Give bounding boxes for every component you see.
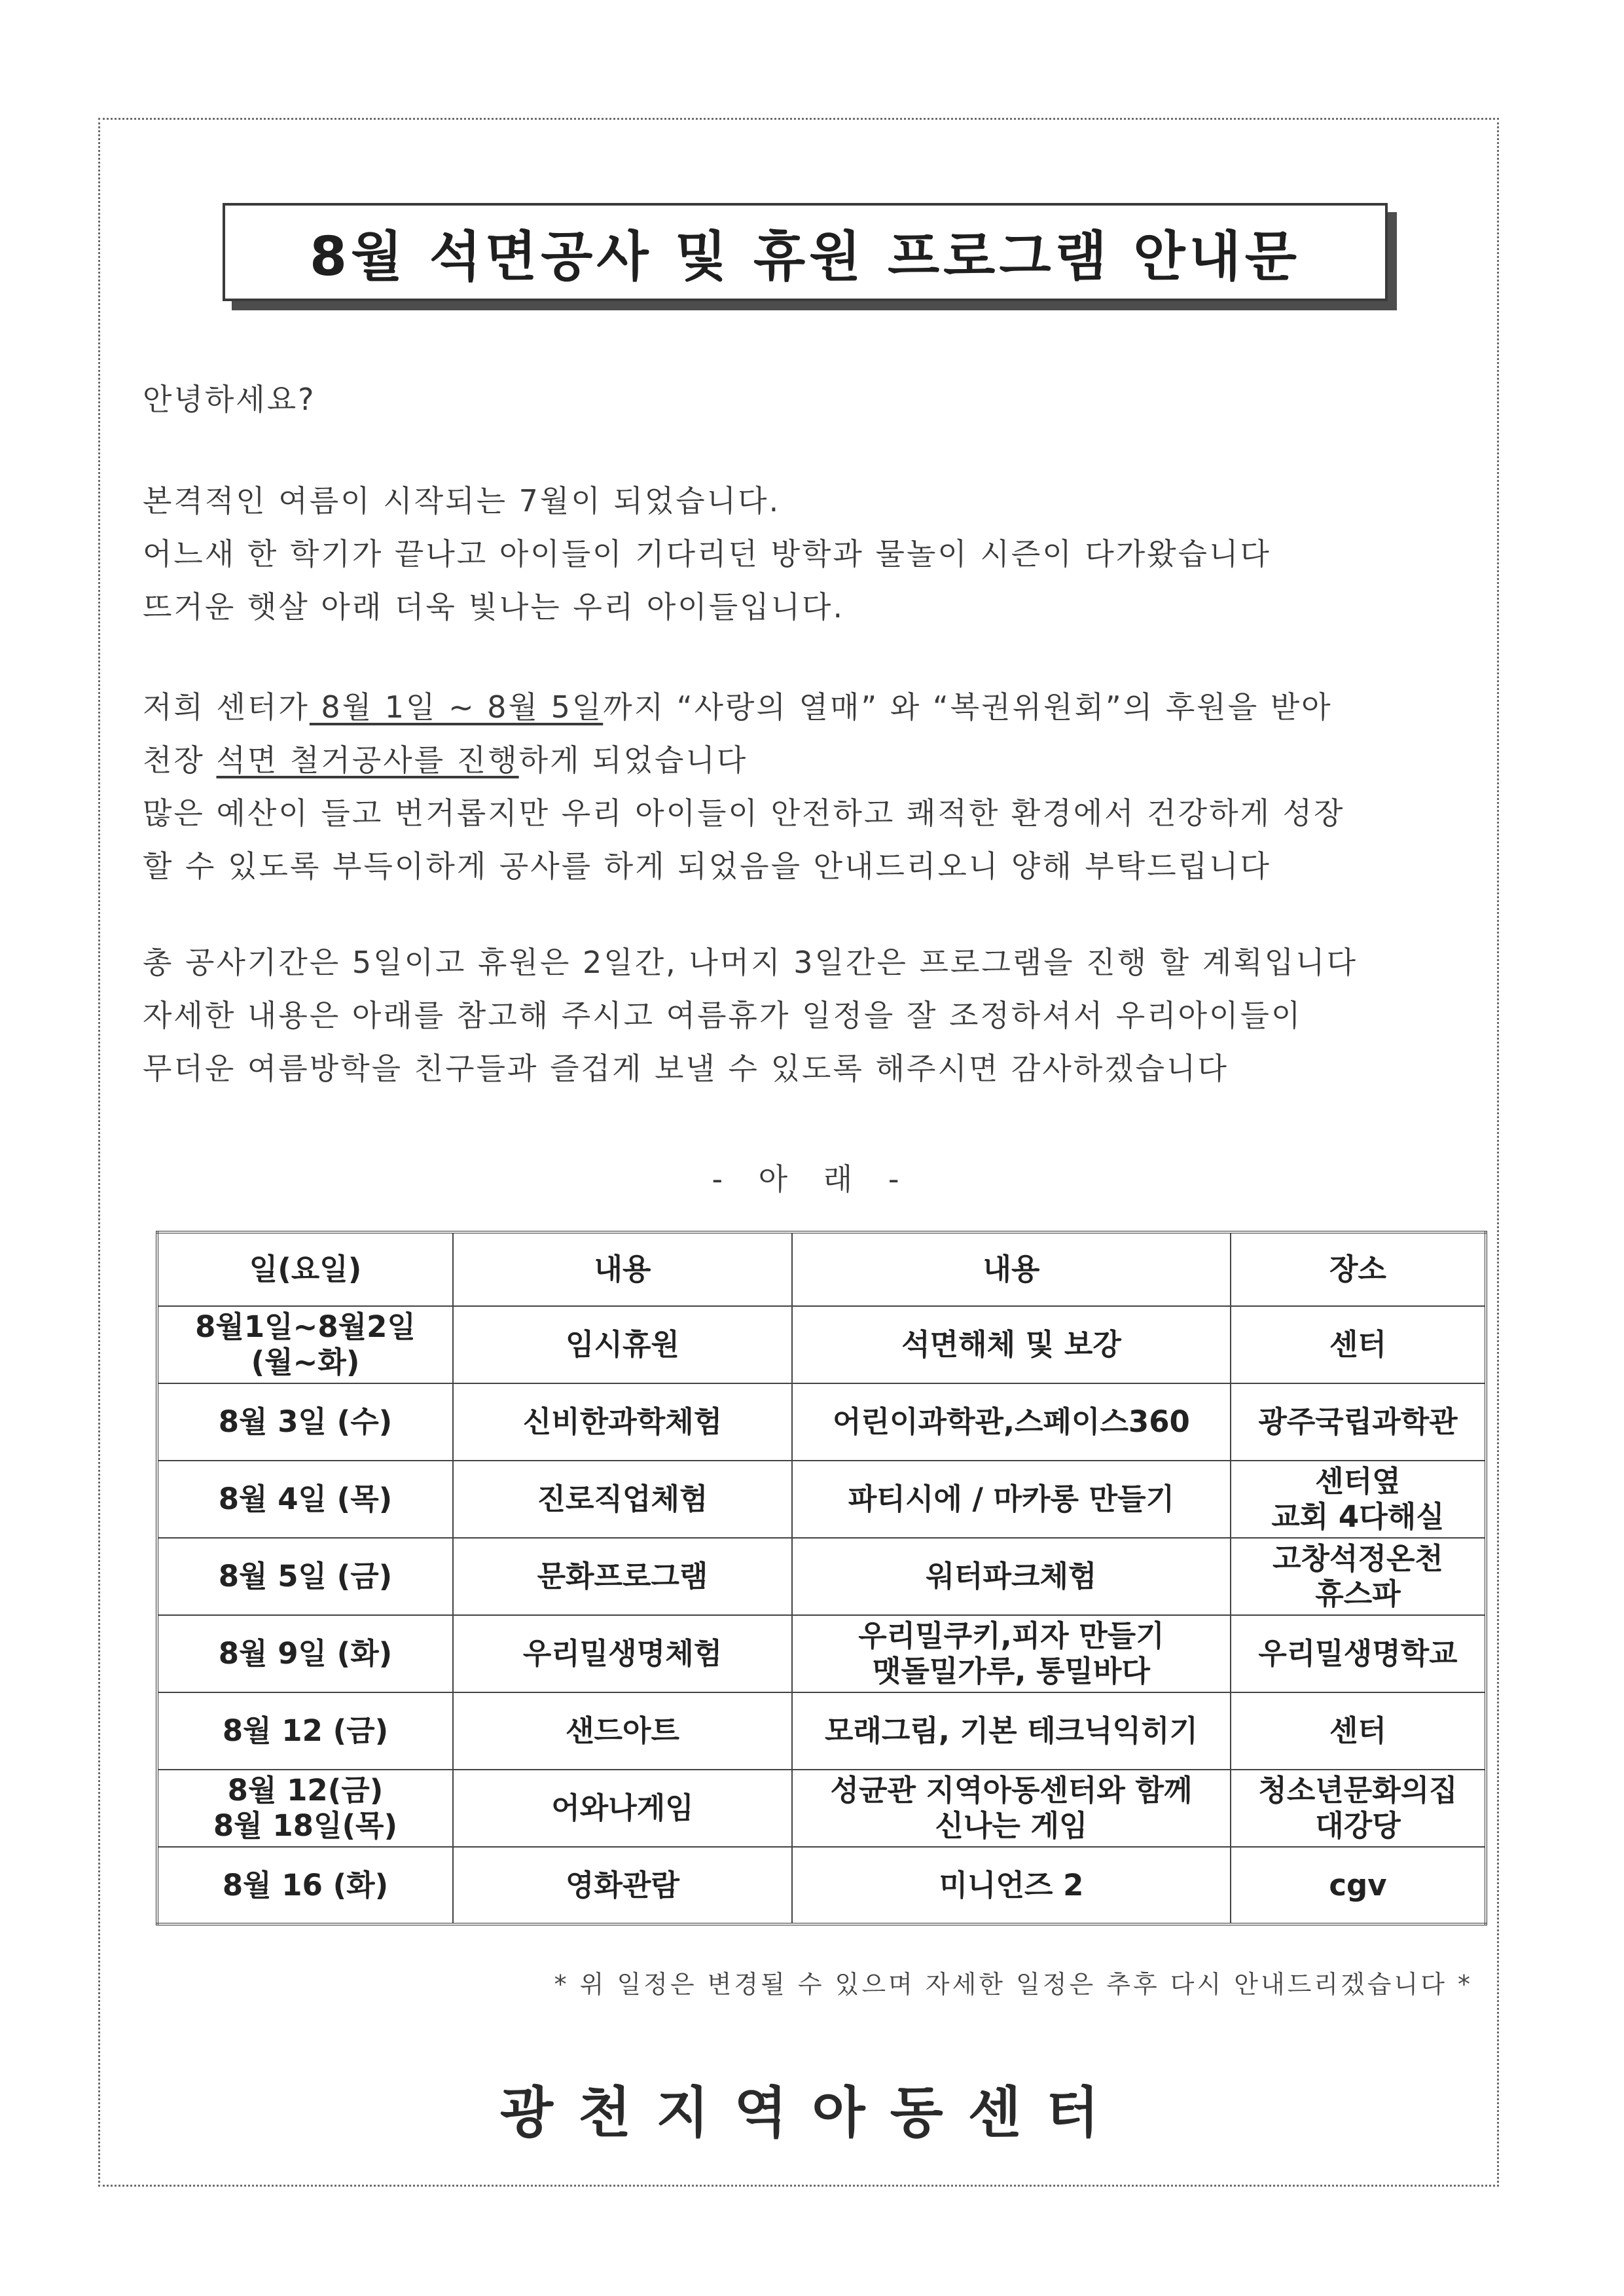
header-place: 장소 bbox=[1231, 1232, 1486, 1306]
construction-line: 할 수 있도록 부득이하게 공사를 하게 되었음을 안내드리오니 양해 부탁드립니다 bbox=[143, 848, 1271, 884]
cell-detail: 우리밀쿠키,피자 만들기 맷돌밀가루, 통밀바다 bbox=[792, 1615, 1231, 1692]
table-row bbox=[157, 1770, 1486, 1847]
cell-place: 청소년문화의집 대강당 bbox=[1231, 1770, 1486, 1847]
cell-date: 8월 12(금) 8월 18일(목) bbox=[157, 1770, 453, 1847]
cell-program: 신비한과학체험 bbox=[453, 1383, 792, 1461]
table-header-row bbox=[157, 1232, 1486, 1306]
cell-place: 고창석정온천 휴스파 bbox=[1231, 1538, 1486, 1615]
cell-date: 8월 5일 (금) bbox=[157, 1538, 453, 1615]
schedule-table bbox=[156, 1231, 1487, 1925]
cell-program: 우리밀생명체험 bbox=[453, 1615, 792, 1692]
header-date: 일(요일) bbox=[157, 1232, 453, 1306]
cell-detail: 워터파크체험 bbox=[792, 1538, 1231, 1615]
intro-paragraph bbox=[143, 475, 1478, 634]
text-run: 하게 되었습니다 bbox=[518, 742, 748, 778]
table-row bbox=[157, 1383, 1486, 1461]
cell-detail: 파티시에 / 마카롱 만들기 bbox=[792, 1461, 1231, 1538]
cell-program: 문화프로그램 bbox=[453, 1538, 792, 1615]
greeting-text: 안녕하세요? bbox=[143, 382, 316, 417]
table-row bbox=[157, 1461, 1486, 1538]
schedule-line: 무더운 여름방학을 친구들과 즐겁게 보낼 수 있도록 해주시면 감사하겠습니다 bbox=[143, 1051, 1229, 1086]
below-marker: - 아 래 - bbox=[712, 1161, 912, 1197]
schedule-line: 총 공사기간은 5일이고 휴원은 2일간, 나머지 3일간은 프로그램을 진행 할 계획입니다 bbox=[143, 945, 1358, 980]
header-detail: 내용 bbox=[792, 1232, 1231, 1306]
table-row bbox=[157, 1847, 1486, 1924]
table-row bbox=[157, 1538, 1486, 1615]
cell-date: 8월1일~8월2일 (월~화) bbox=[157, 1306, 453, 1383]
construction-line bbox=[143, 734, 1478, 787]
cell-date: 8월 3일 (수) bbox=[157, 1383, 453, 1461]
greeting bbox=[143, 373, 1478, 426]
cell-detail: 석면해체 및 보강 bbox=[792, 1306, 1231, 1383]
header-program: 내용 bbox=[453, 1232, 792, 1306]
cell-detail: 모래그림, 기본 테크닉익히기 bbox=[792, 1692, 1231, 1770]
underlined-work: 석면 철거공사를 진행 bbox=[216, 742, 519, 778]
cell-place: 광주국립과학관 bbox=[1231, 1383, 1486, 1461]
cell-program: 샌드아트 bbox=[453, 1692, 792, 1770]
cell-program: 어와나게임 bbox=[453, 1770, 792, 1847]
table-row bbox=[157, 1306, 1486, 1383]
table-row bbox=[157, 1692, 1486, 1770]
document-title: 8월 석면공사 및 휴원 프로그램 안내문 bbox=[310, 225, 1301, 288]
text-run: 저희 센터가 bbox=[143, 689, 310, 725]
cell-detail: 미니언즈 2 bbox=[792, 1847, 1231, 1924]
cell-place: 센터옆 교회 4다해실 bbox=[1231, 1461, 1486, 1538]
construction-line: 많은 예산이 들고 번거롭지만 우리 아이들이 안전하고 쾌적한 환경에서 건강하게 성장 bbox=[143, 795, 1345, 831]
intro-line: 뜨거운 햇살 아래 더욱 빛나는 우리 아이들입니다. bbox=[143, 589, 845, 625]
schedule-note: * 위 일정은 변경될 수 있으며 자세한 일정은 추후 다시 안내드리겠습니다 * bbox=[554, 1970, 1473, 1999]
cell-place: 센터 bbox=[1231, 1306, 1486, 1383]
cell-place: 센터 bbox=[1231, 1692, 1486, 1770]
construction-paragraph bbox=[143, 681, 1478, 893]
cell-place: 우리밀생명학교 bbox=[1231, 1615, 1486, 1692]
cell-program: 영화관람 bbox=[453, 1847, 792, 1924]
text-run: 천장 bbox=[143, 742, 217, 778]
construction-line bbox=[143, 681, 1478, 734]
cell-program: 진로직업체험 bbox=[453, 1461, 792, 1538]
cell-date: 8월 12 (금) bbox=[157, 1692, 453, 1770]
cell-date: 8월 16 (화) bbox=[157, 1847, 453, 1924]
cell-date: 8월 9일 (화) bbox=[157, 1615, 453, 1692]
cell-date: 8월 4일 (목) bbox=[157, 1461, 453, 1538]
cell-place: cgv bbox=[1231, 1847, 1486, 1924]
schedule-line: 자세한 내용은 아래를 참고해 주시고 여름휴가 일정을 잘 조정하셔서 우리아이들이 bbox=[143, 998, 1303, 1033]
cell-program: 임시휴원 bbox=[453, 1306, 792, 1383]
intro-line: 본격적인 여름이 시작되는 7월이 되었습니다. bbox=[143, 483, 781, 519]
underlined-dates: 8월 1일 ~ 8월 5일 bbox=[309, 689, 604, 725]
title-box bbox=[223, 203, 1388, 301]
organization-name: 광천지역아동센터 bbox=[499, 2081, 1125, 2145]
cell-detail: 성균관 지역아동센터와 함께 신나는 게임 bbox=[792, 1770, 1231, 1847]
intro-line: 어느새 한 학기가 끝나고 아이들이 기다리던 방학과 물놀이 시즌이 다가왔습니다 bbox=[143, 536, 1271, 572]
schedule-paragraph bbox=[143, 936, 1478, 1095]
text-run: 까지 “사랑의 열매” 와 “복권위원회”의 후원을 받아 bbox=[603, 689, 1333, 725]
table-row bbox=[157, 1615, 1486, 1692]
cell-detail: 어린이과학관,스페이스360 bbox=[792, 1383, 1231, 1461]
